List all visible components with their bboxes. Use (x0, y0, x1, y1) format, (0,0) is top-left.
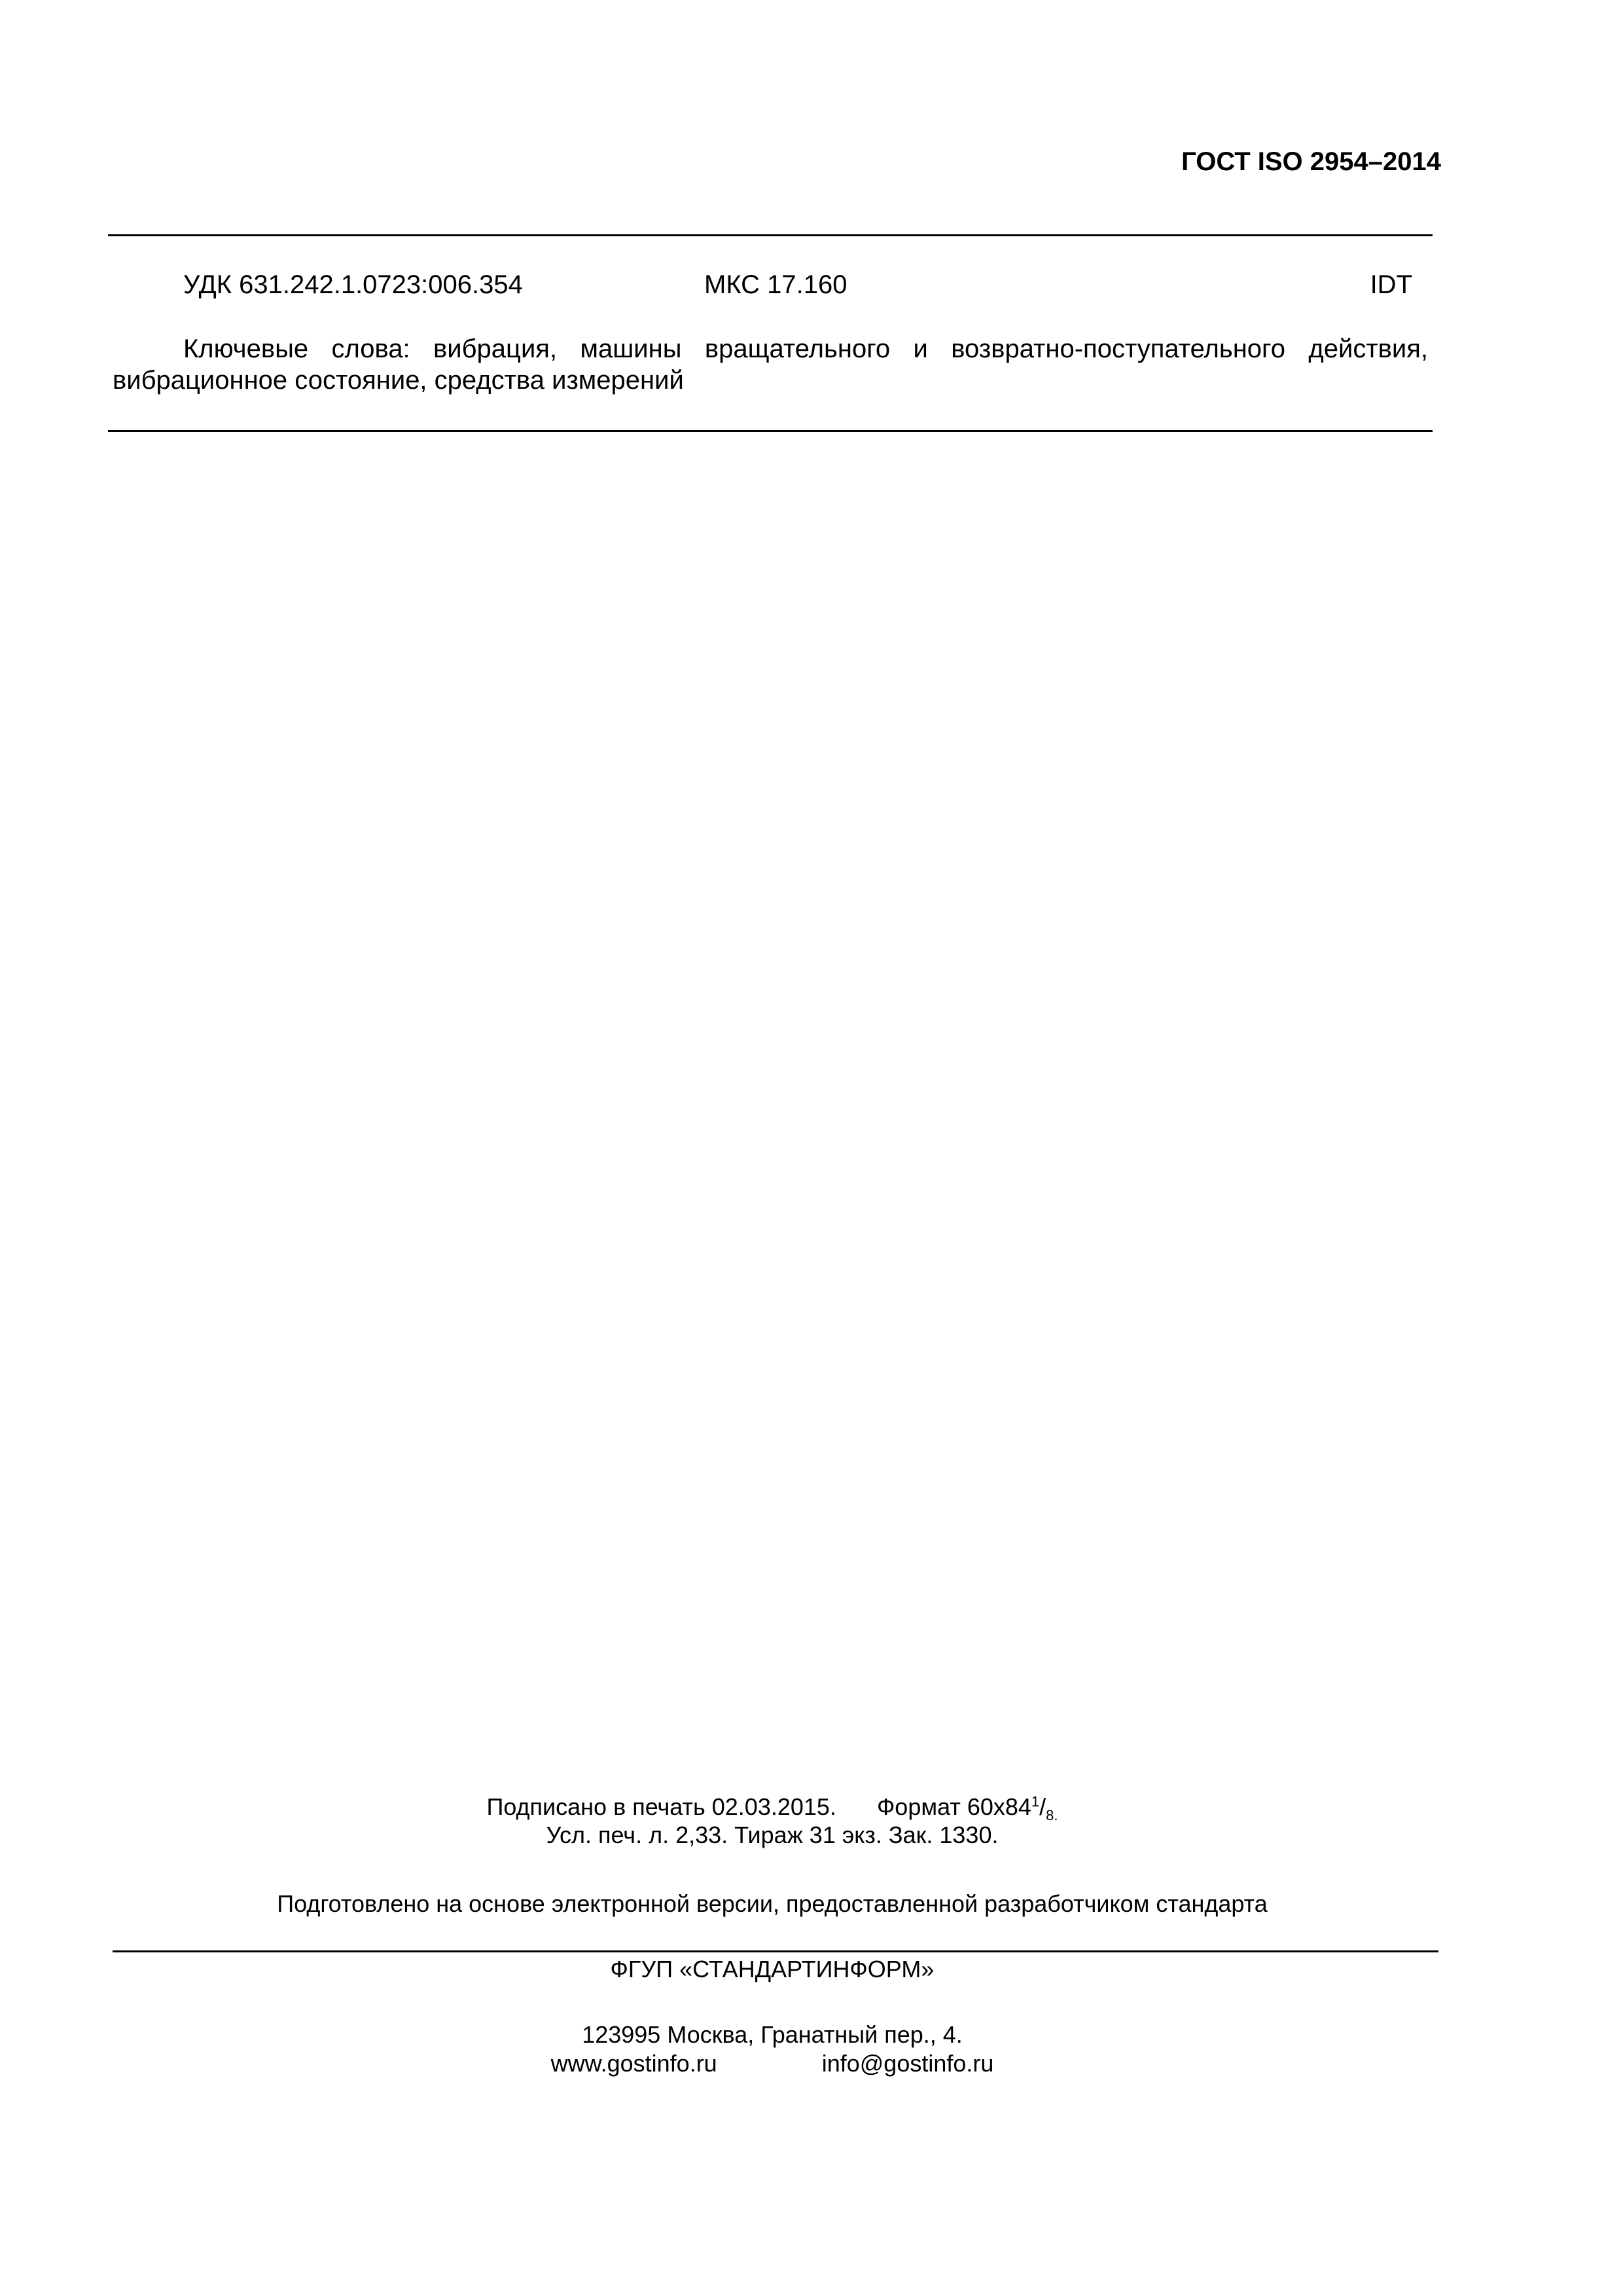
print-info: Усл. печ. л. 2,33. Тираж 31 экз. Зак. 1330. (546, 1821, 999, 1848)
publisher-name: ФГУП «СТАНДАРТИНФОРМ» (610, 1956, 935, 1982)
publisher-contacts (0, 2050, 1544, 2077)
email-link[interactable]: info@gostinfo.ru (821, 2050, 994, 2077)
keywords-paragraph: Ключевые слова: вибрация, машины вращательного и возвратно-поступательного действия, вибрационное состояние, средства измерений (113, 334, 1428, 395)
mks-code: МКС 17.160 (704, 270, 847, 299)
format-suffix: . (1054, 1807, 1058, 1824)
prepared-note: Подготовлено на основе электронной версии, предоставленной разработчиком стандарта (277, 1890, 1268, 1917)
footer-divider (113, 1950, 1438, 1952)
keywords-divider (108, 430, 1433, 432)
paper-format (876, 1793, 1058, 1824)
format-denominator: 8 (1046, 1807, 1054, 1824)
udk-code: УДК 631.242.1.0723:006.354 (183, 270, 523, 299)
document-code: ГОСТ ISO 2954–2014 (1181, 147, 1441, 176)
format-slash: / (1039, 1793, 1046, 1820)
signed-date: Подписано в печать 02.03.2015. (486, 1793, 836, 1820)
equivalence-marker: IDT (1370, 270, 1412, 299)
website-link[interactable]: www.gostinfo.ru (550, 2050, 717, 2077)
imprint-signed-line (0, 1793, 1544, 1824)
format-numerator: 1 (1031, 1793, 1040, 1810)
header-divider (108, 234, 1433, 236)
publisher-address: 123995 Москва, Гранатный пер., 4. (582, 2021, 963, 2048)
format-prefix: Формат 60x84 (876, 1793, 1031, 1820)
